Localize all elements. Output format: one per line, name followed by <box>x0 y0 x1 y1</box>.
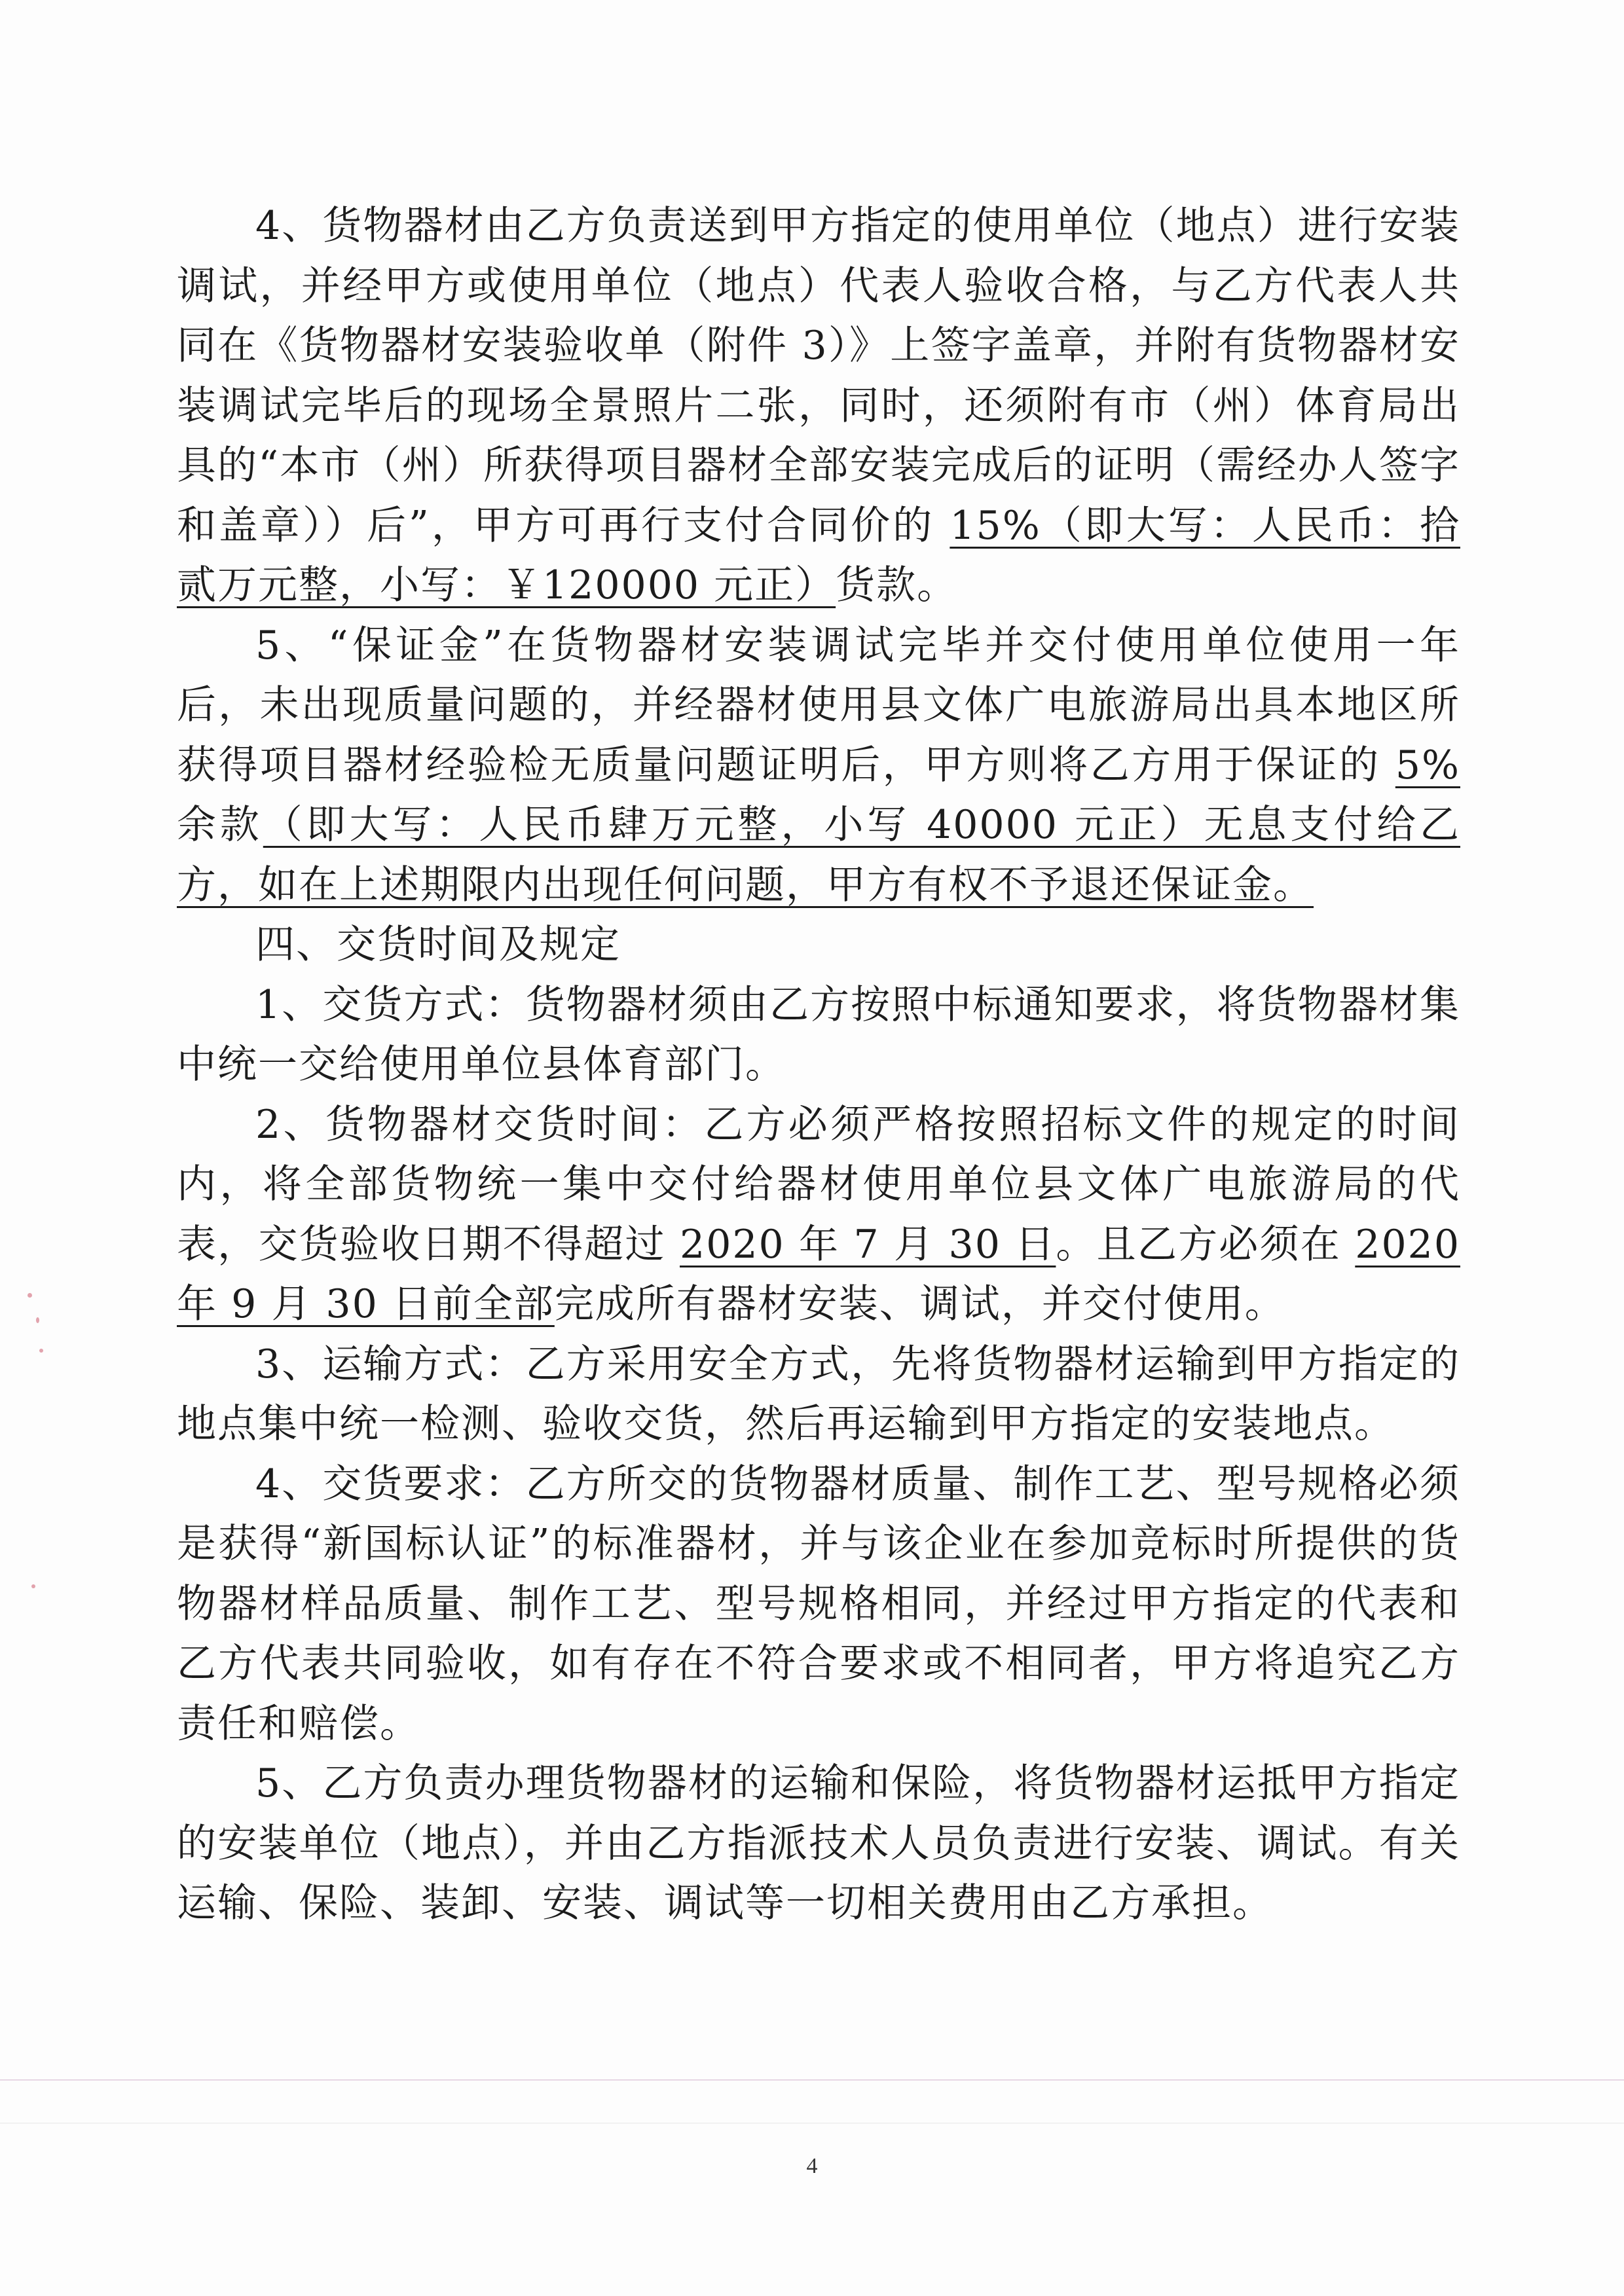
text-segment: 4、交货要求：乙方所交的货物器材质量、制作工艺、型号规格必须是获得“新国标认证”的标准器材，并与该企业在参加竞标时所提供的货物器材样品质量、制作工艺、型号规格相同，并经过甲方指定的代表和乙方代表共同验收，如有存在不符合要求或不相同者，甲方将追究乙方责任和赔偿。 <box>177 1461 1460 1747</box>
underlined-date: 2020 年 9 月 30 日前全部 <box>177 1221 1460 1327</box>
text-segment: 。且乙方必须在 <box>1056 1221 1356 1267</box>
text-segment: 余款 <box>177 802 263 848</box>
delivery-item-transport <box>177 1335 1460 1455</box>
scan-artifact <box>36 1317 39 1323</box>
scan-artifact <box>31 1584 35 1588</box>
delivery-item-insurance <box>177 1754 1460 1934</box>
document-body <box>177 196 1460 1934</box>
text-segment: 5、乙方负责办理货物器材的运输和保险，将货物器材运抵甲方指定的安装单位（地点），并由乙方指派技术人员负责进行安装、调试。有关运输、保险、装卸、安装、调试等一切相关费用由乙方承担。 <box>177 1760 1460 1926</box>
delivery-item-requirements <box>177 1455 1460 1755</box>
underlined-percentage: 5% <box>1395 742 1460 788</box>
paragraph-payment-clause-4 <box>177 196 1460 616</box>
underlined-deposit-terms: （即大写：人民币肆万元整，小写 40000 元正）无息支付给乙方，如在上述期限内出现任何问题，甲方有权不予退还保证金。 <box>177 802 1461 908</box>
paragraph-deposit-clause-5 <box>177 616 1460 916</box>
delivery-item-time <box>177 1095 1460 1335</box>
scan-artifact <box>28 1293 32 1298</box>
page-divider-line <box>0 2079 1624 2081</box>
text-segment: 完成所有器材安装、调试，并交付使用。 <box>554 1281 1285 1327</box>
text-segment: 4、货物器材由乙方负责送到甲方指定的使用单位（地点）进行安装调试，并经甲方或使用单位（地点）代表人验收合格，与乙方代表人共同在《货物器材安装验收单（附件 3）》上签字盖章，并附有货物器材安装调试完毕后的现场全景照片二张，同时，还须附有市（州）体育局出具的“本市（州）所获得项目器材全部安装完成后的证明（需经办人签字和盖章））后”，甲方可再行支付合同价的 <box>177 203 1460 549</box>
underlined-date: 2020 年 7 月 30 日 <box>680 1221 1056 1267</box>
section-heading: 四、交货时间及规定 <box>255 922 621 968</box>
text-segment: 3、运输方式：乙方采用安全方式，先将货物器材运输到甲方指定的地点集中统一检测、验收交货，然后再运输到甲方指定的安装地点。 <box>177 1341 1460 1447</box>
page-number: 4 <box>806 2154 818 2178</box>
delivery-item-method <box>177 975 1460 1095</box>
scan-artifact <box>39 1349 43 1353</box>
text-segment: 5、“保证金”在货物器材安装调试完毕并交付使用单位使用一年后，未出现质量问题的，并经器材使用县文体广电旅游局出具本地区所获得项目器材经验检无质量问题证明后，甲方则将乙方用于保证的 <box>177 622 1460 788</box>
text-segment: 货款。 <box>836 562 958 608</box>
page-divider-line <box>0 2123 1624 2124</box>
text-segment: 2、货物器材交货时间：乙方必须严格按照招标文件的规定的时间内，将全部货物统一集中交付给器材使用单位县文体广电旅游局的代表，交货验收日期不得超过 <box>177 1101 1460 1267</box>
text-segment: 1、交货方式：货物器材须由乙方按照中标通知要求，将货物器材集中统一交给使用单位县体育部门。 <box>177 981 1460 1087</box>
underlined-amount: 15%（即大写：人民币：拾贰万元整，小写：￥120000 元正） <box>177 502 1460 608</box>
